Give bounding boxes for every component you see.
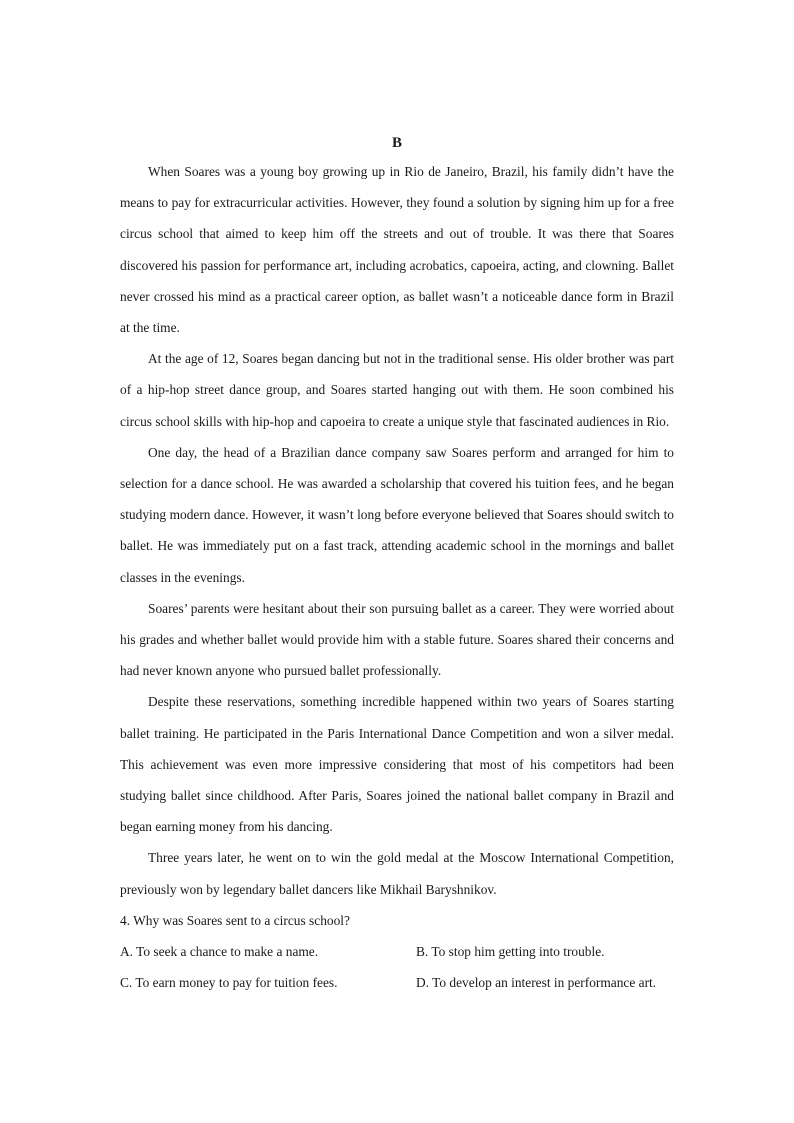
option-b: B. To stop him getting into trouble.	[416, 944, 605, 960]
paragraph-5: Despite these reservations, something incredible happened within two years of Soares starting ballet training. He participated in the Paris International Dance Competition and won a silver medal. This achievement was even more impressive considering that most of his competitors had been studying ballet since childhood. After Paris, Soares joined the national ballet company in Brazil and began earning money from his dancing.	[120, 694, 674, 835]
answer-options	[120, 936, 674, 998]
paragraph-1: When Soares was a young boy growing up in Rio de Janeiro, Brazil, his family didn’t have the means to pay for extracurricular activities. However, they found a solution by signing him up for a free circus school that aimed to keep him off the streets and out of trouble. It was there that Soares discovered his passion for performance art, including acrobatics, capoeira, acting, and clowning. Ballet never crossed his mind as a practical career option, as ballet wasn’t a noticeable dance form in Brazil at the time.	[120, 164, 674, 336]
paragraph-3: One day, the head of a Brazilian dance company saw Soares perform and arranged for him to selection for a dance school. He was awarded a scholarship that covered his tuition fees, and he began studying modern dance. However, it wasn’t long before everyone believed that Soares should switch to ballet. He was immediately put on a fast track, attending academic school in the mornings and ballet classes in the evenings.	[120, 444, 674, 585]
option-c: C. To earn money to pay for tuition fees.	[120, 975, 338, 991]
question-stem: 4. Why was Soares sent to a circus school?	[120, 912, 350, 928]
option-a: A. To seek a chance to make a name.	[120, 944, 319, 960]
section-heading: B	[391, 135, 402, 151]
document-page	[120, 130, 674, 998]
option-d: D. To develop an interest in performance art.	[416, 975, 657, 991]
paragraph-2: At the age of 12, Soares began dancing but not in the traditional sense. His older brother was part of a hip-hop street dance group, and Soares started hanging out with them. He soon combined his circus school skills with hip-hop and capoeira to create a unique style that fascinated audiences in Rio.	[120, 351, 674, 429]
paragraph-6: Three years later, he went on to win the gold medal at the Moscow International Competition, previously won by legendary ballet dancers like Mikhail Baryshnikov.	[120, 850, 674, 897]
paragraph-4: Soares’ parents were hesitant about their son pursuing ballet as a career. They were worried about his grades and whether ballet would provide him with a stable future. Soares shared their concerns and had never known anyone who pursued ballet professionally.	[120, 600, 674, 679]
